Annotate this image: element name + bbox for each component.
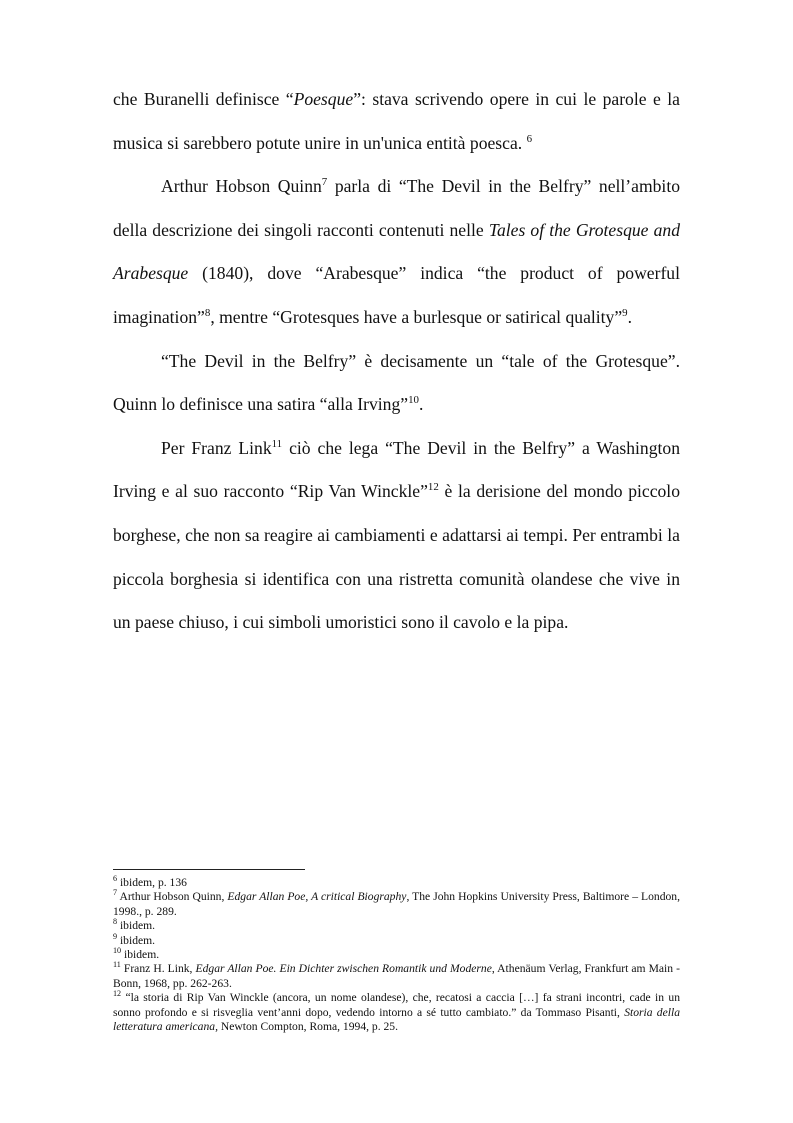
italic-title: Tales of the Grotesque and Arabesque: [113, 219, 680, 284]
footnote-text: Franz H. Link,: [120, 962, 196, 976]
footnote-text: “la storia di Rip Van Winckle (ancora, un nome olandese), che, recatosi a caccia […] fa strani incontri, cade in un sonno profondo e si risveglia vent’anni dopo, vedendo intorno a sé tutto cambiato.” da Tommaso Pisanti,: [113, 991, 680, 1019]
footnote-text: ibidem, p. 136: [117, 876, 187, 889]
footnote-number: 8: [113, 917, 118, 927]
text-run: , mentre “Grotesques have a burlesque or satirical quality”: [210, 306, 623, 327]
text-run: ciò che lega “The Devil in the Belfry” a Washington Irving e al suo racconto “Rip Van Winckle”: [113, 437, 681, 502]
footnote-title: Edgar Allan Poe, A critical Biography: [227, 890, 407, 904]
text-run: Arthur Hobson Quinn: [161, 176, 322, 197]
footnotes: [113, 876, 680, 1034]
footnote-text: ibidem.: [117, 933, 156, 947]
footnote-text: Arthur Hobson Quinn,: [117, 890, 228, 904]
paragraph-1: [113, 78, 680, 165]
footnote-ref-9[interactable]: 9: [622, 307, 628, 320]
footnote-text: ibidem.: [121, 948, 160, 962]
paragraph-4: [113, 427, 680, 645]
footnote-number: 12: [113, 989, 122, 999]
footnote-title: Storia della letteratura americana,: [113, 1005, 680, 1034]
text-run: “The Devil in the Belfry” è decisamente un “tale of the Grotesque”. Quinn lo definisce una satira “alla Irving”: [113, 350, 680, 415]
footnote-text: , The John Hopkins University Press, Baltimore – London, 1998., p. 289.: [113, 890, 680, 918]
italic-term: Poesque: [293, 89, 354, 109]
footnote-number: 11: [113, 960, 121, 970]
footnote-title: Edgar Allan Poe. Ein Dichter zwischen Romantik und Moderne: [195, 962, 492, 976]
footnote-number: 7: [113, 888, 118, 898]
text-run: parla di “The Devil in the Belfry” nell’ambito della descrizione dei singoli racconti contenuti nelle: [113, 176, 680, 240]
footnote-ref-12[interactable]: 12: [427, 481, 439, 494]
footnote-number: 10: [113, 946, 122, 956]
footnote-text: Newton Compton, Roma, 1994, p. 25.: [217, 1020, 399, 1034]
text-run: è la derisione del mondo piccolo borghese, che non sa reagire ai cambiamenti e adattarsi ai tempi. Per entrambi la piccola borghesia si identifica con una ristretta comunità olandese che vive in un paese chiuso, i cui simboli umoristici sono il cavolo e la pipa.: [113, 481, 680, 633]
text-run: Per Franz Link: [161, 437, 272, 458]
footnote-12: [113, 991, 680, 1034]
footnote-11: [113, 962, 680, 991]
footnote-ref-6[interactable]: 6: [526, 132, 533, 145]
footnote-ref-10[interactable]: 10: [408, 394, 419, 407]
text-run: che Buranelli definisce “: [113, 89, 294, 109]
body-text: [113, 78, 680, 645]
footnote-10: [113, 948, 680, 962]
footnote-7: [113, 890, 680, 919]
footnote-separator: [113, 869, 305, 870]
footnote-number: 6: [113, 874, 118, 884]
footnote-ref-8[interactable]: 8: [204, 307, 211, 320]
footnote-8: [113, 919, 680, 933]
footnote-text: , Athenäum Verlag, Frankfurt am Main - Bonn, 1968, pp. 262-263.: [113, 962, 680, 990]
text-run: .: [627, 306, 633, 327]
footnote-number: 9: [113, 931, 118, 941]
paragraph-3: [113, 340, 680, 427]
text-run: (1840), dove “Arabesque” indica “the product of powerful imagination”: [113, 263, 680, 327]
footnote-6: [113, 876, 680, 890]
paragraph-2: [113, 165, 680, 339]
footnote-ref-7[interactable]: 7: [321, 176, 328, 189]
footnote-9: [113, 931, 680, 948]
footnote-text: ibidem.: [117, 919, 156, 933]
text-run: ”: stava scrivendo opere in cui le parole e la musica si sarebbero potute unire in un'unica entità poesca.: [113, 89, 680, 153]
text-run: .: [418, 394, 424, 415]
footnote-ref-11[interactable]: 11: [271, 437, 283, 450]
